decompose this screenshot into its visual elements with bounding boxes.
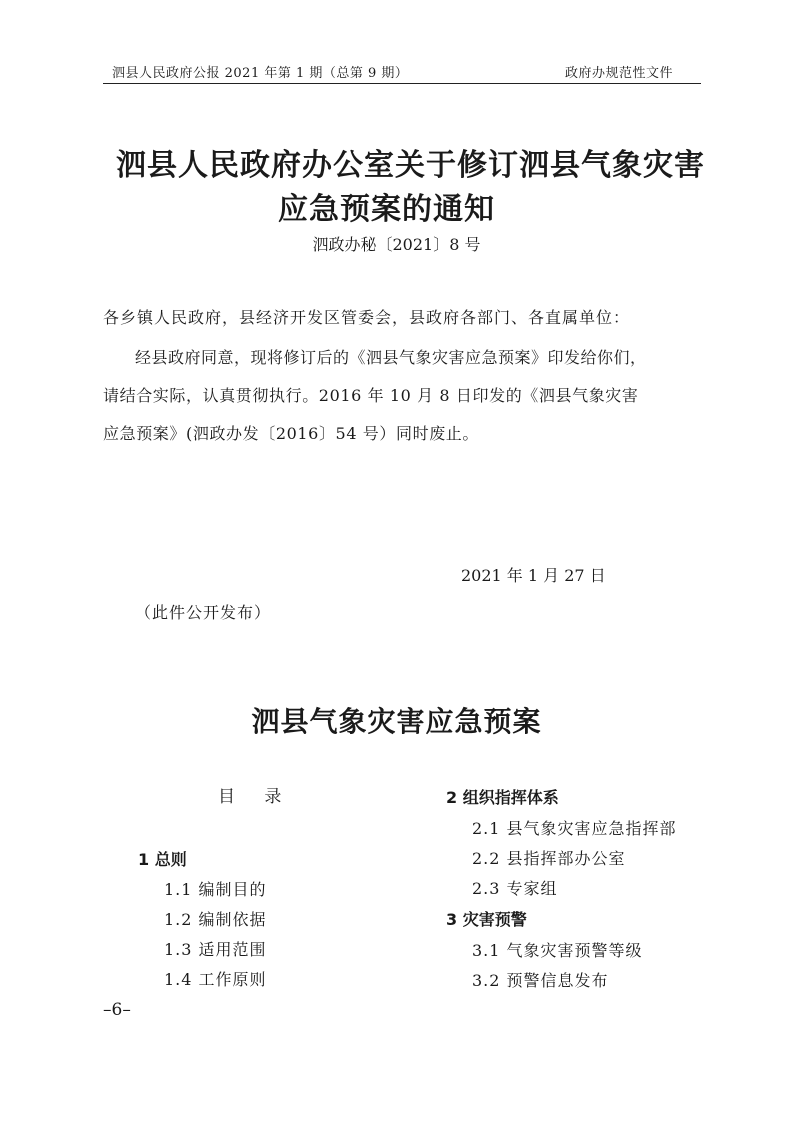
document-number: 泗政办秘〔2021〕8 号	[312, 235, 481, 254]
toc-item: 2.2 县指挥部办公室	[472, 849, 626, 868]
toc-item: 1.3 适用范围	[164, 940, 267, 959]
plan-title: 泗县气象灾害应急预案	[251, 705, 542, 738]
notice-title-line1: 泗县人民政府办公室关于修订泗县气象灾害	[116, 148, 705, 183]
toc-section: 2 组织指挥体系	[446, 788, 559, 807]
toc-item: 1.4 工作原则	[164, 970, 267, 989]
toc-item: 1.1 编制目的	[164, 880, 267, 899]
header-divider	[103, 83, 701, 84]
page-number: –6–	[103, 1000, 131, 1020]
body-line-2: 请结合实际，认真贯彻执行。2016 年 10 月 8 日印发的《泗县气象灾害	[103, 386, 639, 405]
toc-item: 3.1 气象灾害预警等级	[472, 941, 643, 960]
toc-section: 3 灾害预警	[446, 910, 527, 929]
toc-section: 1 总则	[138, 850, 187, 869]
notice-title-line2: 应急预案的通知	[278, 192, 495, 227]
header-category: 政府办规范性文件	[564, 66, 673, 81]
addressees: 各乡镇人民政府，县经济开发区管委会，县政府各部门、各直属单位：	[103, 308, 631, 327]
issue-date: 2021 年 1 月 27 日	[461, 566, 606, 585]
toc-item: 3.2 预警信息发布	[472, 971, 609, 990]
body-line-3: 应急预案》(泗政办发〔2016〕54 号）同时废止。	[103, 424, 480, 443]
toc-item: 2.1 县气象灾害应急指挥部	[472, 819, 677, 838]
header-publication-info: 泗县人民政府公报 2021 年第 1 期（总第 9 期）	[112, 66, 409, 81]
toc-item: 2.3 专家组	[472, 879, 558, 898]
toc-item: 1.2 编制依据	[164, 910, 267, 929]
publish-note: （此件公开发布）	[135, 603, 272, 622]
body-line-1: 经县政府同意，现将修订后的《泗县气象灾害应急预案》印发给你们，	[135, 348, 647, 367]
toc-heading: 目 录	[218, 787, 294, 807]
